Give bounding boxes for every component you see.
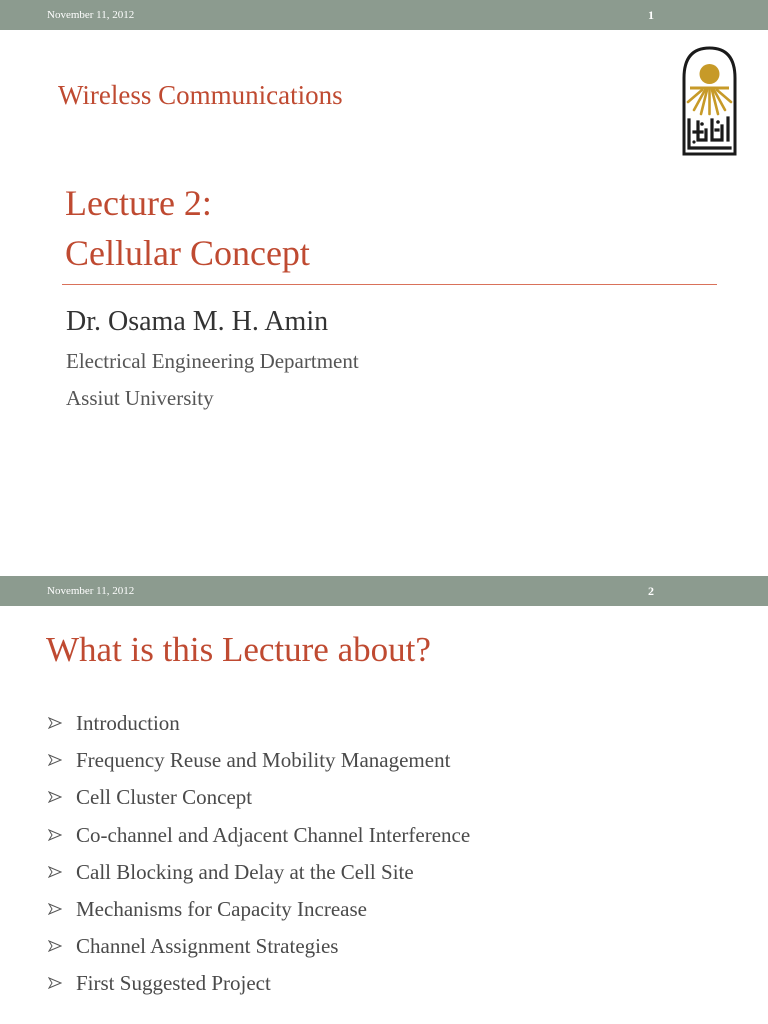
assiut-university-logo — [680, 44, 739, 159]
list-item — [48, 966, 470, 1003]
slide-header-bar — [0, 0, 768, 30]
list-item-label: First Suggested Project — [76, 971, 271, 996]
lecture-title-line1: Lecture 2: — [65, 183, 212, 223]
list-item-label: Call Blocking and Delay at the Cell Site — [76, 859, 414, 884]
slide-header-bar — [0, 576, 768, 606]
list-item — [48, 929, 470, 966]
arrow-bullet-icon — [48, 977, 62, 989]
arrow-bullet-icon — [48, 903, 62, 915]
arrow-bullet-icon — [48, 754, 62, 766]
slide-date: November 11, 2012 — [47, 585, 135, 597]
list-item-label: Mechanisms for Capacity Increase — [76, 896, 367, 921]
lecture-topics-list — [48, 706, 470, 1004]
slide-number: 1 — [648, 8, 654, 22]
lecture-title — [65, 178, 310, 278]
list-item-label: Co-channel and Adjacent Channel Interference — [76, 822, 471, 847]
arrow-bullet-icon — [48, 829, 62, 841]
list-item — [48, 818, 470, 855]
slide-heading: What is this Lecture about? — [46, 630, 431, 669]
course-title: Wireless Communications — [58, 80, 343, 110]
list-item-label: Channel Assignment Strategies — [76, 934, 339, 959]
university-name: Assiut University — [66, 386, 214, 410]
author-name: Dr. Osama M. H. Amin — [66, 306, 329, 337]
lecture-title-line2: Cellular Concept — [65, 233, 310, 273]
list-item — [48, 706, 470, 743]
slide-number: 2 — [648, 584, 654, 598]
list-item-label: Cell Cluster Concept — [76, 785, 253, 810]
slide-date: November 11, 2012 — [47, 9, 135, 21]
list-item-label: Frequency Reuse and Mobility Management — [76, 748, 451, 773]
list-item — [48, 780, 470, 817]
list-item — [48, 743, 470, 780]
list-item — [48, 855, 470, 892]
department-name: Electrical Engineering Department — [66, 349, 359, 373]
arrow-bullet-icon — [48, 717, 62, 729]
title-divider — [62, 284, 717, 285]
arrow-bullet-icon — [48, 866, 62, 878]
arrow-bullet-icon — [48, 940, 62, 952]
list-item-label: Introduction — [76, 711, 180, 735]
arrow-bullet-icon — [48, 791, 62, 803]
list-item — [48, 892, 470, 929]
